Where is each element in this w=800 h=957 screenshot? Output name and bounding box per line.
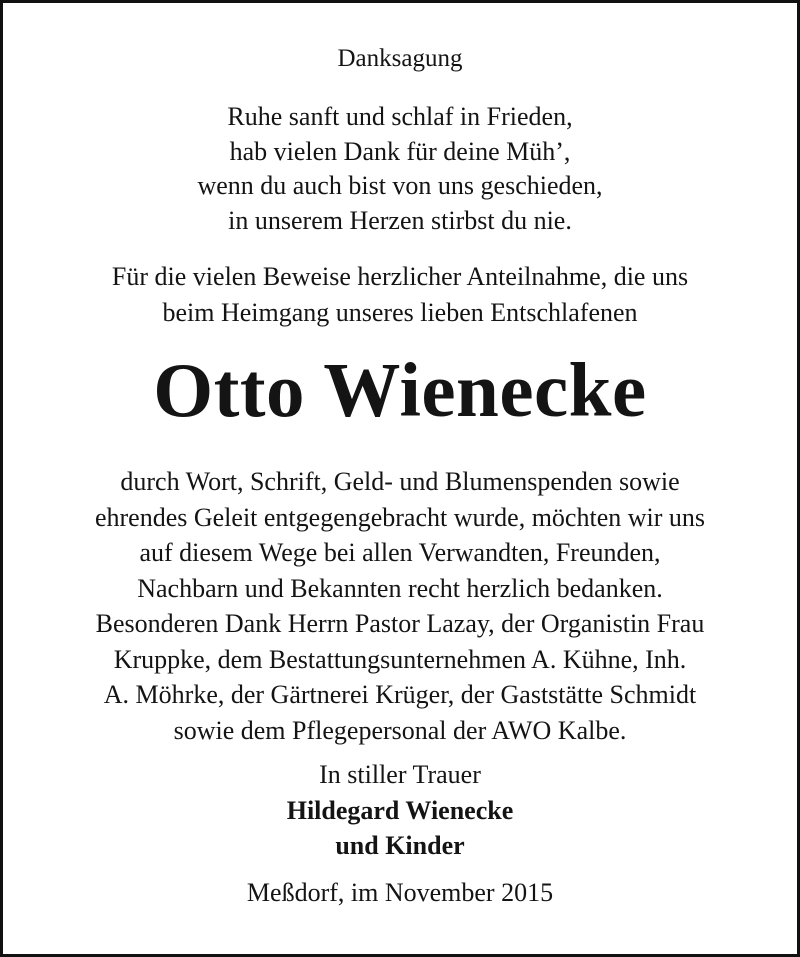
- closing-block: [3, 757, 797, 864]
- thanks-line: durch Wort, Schrift, Geld- und Blumenspenden sowie: [120, 467, 680, 496]
- deceased-name: Otto Wienecke: [153, 347, 647, 433]
- thanks-line: sowie dem Pflegepersonal der AWO Kalbe.: [173, 715, 627, 745]
- thanks-line: Kruppke, dem Bestattungsunternehmen A. Kühne, Inh.: [113, 644, 687, 674]
- signer-name: Hildegard Wienecke: [286, 795, 514, 825]
- thanks-line: auf diesem Wege bei allen Verwandten, Freunden,: [139, 538, 661, 567]
- thanks-text: [3, 464, 797, 748]
- thanks-line: A. Möhrke, der Gärtnerei Krüger, der Gaststätte Schmidt: [103, 680, 697, 709]
- poem: [3, 100, 797, 238]
- notice-title: Danksagung: [337, 45, 463, 72]
- signer-family: und Kinder: [335, 831, 465, 860]
- thanks-line: Nachbarn und Bekannten recht herzlich bedanken.: [137, 573, 663, 603]
- poem-line: wenn du auch bist von uns geschieden,: [197, 171, 603, 200]
- thanks-line: Besonderen Dank Herrn Pastor Lazay, der Organistin Frau: [95, 609, 705, 638]
- intro-text: [3, 259, 797, 331]
- intro-line: beim Heimgang unseres lieben Entschlafenen: [162, 298, 638, 327]
- poem-line: Ruhe sanft und schlaf in Frieden,: [227, 102, 573, 131]
- intro-line: Für die vielen Beweise herzlicher Anteilnahme, die uns: [111, 262, 689, 291]
- poem-line: hab vielen Dank für deine Müh’,: [229, 136, 571, 166]
- mourning-line: In stiller Trauer: [319, 760, 481, 789]
- thanks-line: ehrendes Geleit entgegengebracht wurde, möchten wir uns: [94, 502, 706, 532]
- poem-line: in unserem Herzen stirbst du nie.: [228, 205, 572, 235]
- place-date: Meßdorf, im November 2015: [246, 878, 554, 907]
